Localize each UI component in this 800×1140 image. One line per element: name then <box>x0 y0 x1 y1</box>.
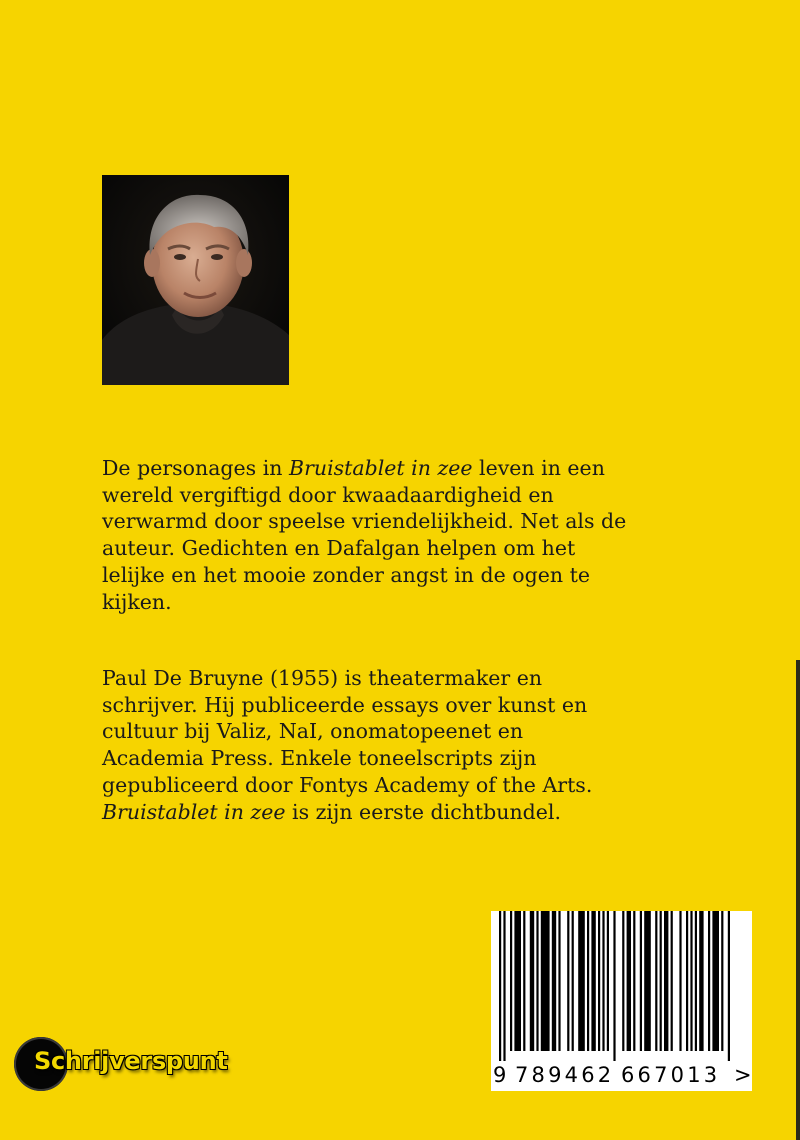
bio-text: is zijn eerste dichtbundel. <box>285 799 561 824</box>
barcode-bar <box>567 911 569 1051</box>
blurb-line: wereld vergiftigd door kwaadaardigheid en <box>102 482 554 507</box>
barcode-bar <box>607 911 609 1051</box>
blurb-line: verwarmd door speelse vriendelijkheid. Net als de <box>102 509 627 534</box>
barcode-bar <box>622 911 624 1051</box>
bio-line: gepubliceerd door Fontys Academy of the Arts. <box>102 772 593 797</box>
publisher-logo-text: Schrijverspunt <box>34 1047 228 1075</box>
barcode-bar <box>503 911 505 1061</box>
barcode-bar <box>523 911 525 1051</box>
author-bio-paragraph <box>102 665 702 825</box>
blurb-line: auteur. Gedichten en Dafalgan helpen om het <box>102 536 576 561</box>
barcode-bar <box>640 911 642 1051</box>
barcode-bar <box>712 911 719 1051</box>
isbn-barcode <box>491 911 752 1091</box>
barcode-bar <box>602 911 604 1051</box>
bio-line <box>102 799 702 826</box>
barcode-bar <box>613 911 615 1061</box>
barcode-bar <box>536 911 538 1051</box>
publisher-logo <box>14 1035 284 1095</box>
barcode-bar <box>591 911 595 1051</box>
bio-line: cultuur bij Valiz, NaI, onomatopeenet en <box>102 719 524 744</box>
bio-line: Paul De Bruyne (1955) is theatermaker en <box>102 666 543 690</box>
barcode-bar <box>572 911 574 1051</box>
barcode-bar <box>644 911 651 1051</box>
barcode-bar <box>530 911 534 1051</box>
barcode-bar <box>671 911 673 1051</box>
barcode-bar <box>664 911 668 1051</box>
bio-line: Academia Press. Enkele toneelscripts zijn <box>102 746 537 771</box>
isbn-first-digit: 9 <box>493 1063 507 1087</box>
barcode-bar <box>587 911 589 1051</box>
barcode-bar <box>695 911 697 1051</box>
isbn-group-2: 667013 <box>621 1063 721 1087</box>
isbn-end-mark: > <box>734 1063 752 1087</box>
blurb-paragraph <box>102 455 702 615</box>
barcode-bar <box>514 911 521 1051</box>
barcode-bar <box>660 911 662 1051</box>
bio-line: schrijver. Hij publiceerde essays over kunst en <box>102 692 588 717</box>
blurb-text: De personages in <box>102 456 289 480</box>
author-photo <box>102 175 289 385</box>
barcode-bar <box>690 911 692 1051</box>
cover-edge <box>796 660 800 1140</box>
barcode-bar <box>679 911 681 1051</box>
barcode-bar <box>541 911 550 1051</box>
blurb-line: lelijke en het mooie zonder angst in de ogen te <box>102 562 590 587</box>
barcode-bar <box>558 911 560 1051</box>
barcode-bar <box>686 911 688 1051</box>
barcode-bar <box>699 911 703 1051</box>
barcode-bar <box>510 911 512 1051</box>
barcode-bars <box>491 911 752 1061</box>
barcode-bar <box>633 911 635 1051</box>
barcode-bar <box>598 911 600 1051</box>
isbn-group-1: 789462 <box>515 1063 615 1087</box>
barcode-bar <box>627 911 631 1051</box>
book-title: Bruistablet in zee <box>102 799 286 824</box>
blurb-text: leven in een <box>472 456 605 480</box>
barcode-bar <box>655 911 657 1051</box>
barcode-bar <box>728 911 730 1061</box>
barcode-bar <box>499 911 501 1061</box>
isbn-number <box>491 1061 752 1089</box>
book-title: Bruistablet in zee <box>289 456 473 480</box>
barcode-bar <box>721 911 723 1051</box>
blurb-line: kijken. <box>102 589 172 614</box>
barcode-bar <box>708 911 710 1051</box>
barcode-bar <box>578 911 585 1051</box>
blurb-line <box>102 455 702 482</box>
barcode-bar <box>552 911 556 1051</box>
